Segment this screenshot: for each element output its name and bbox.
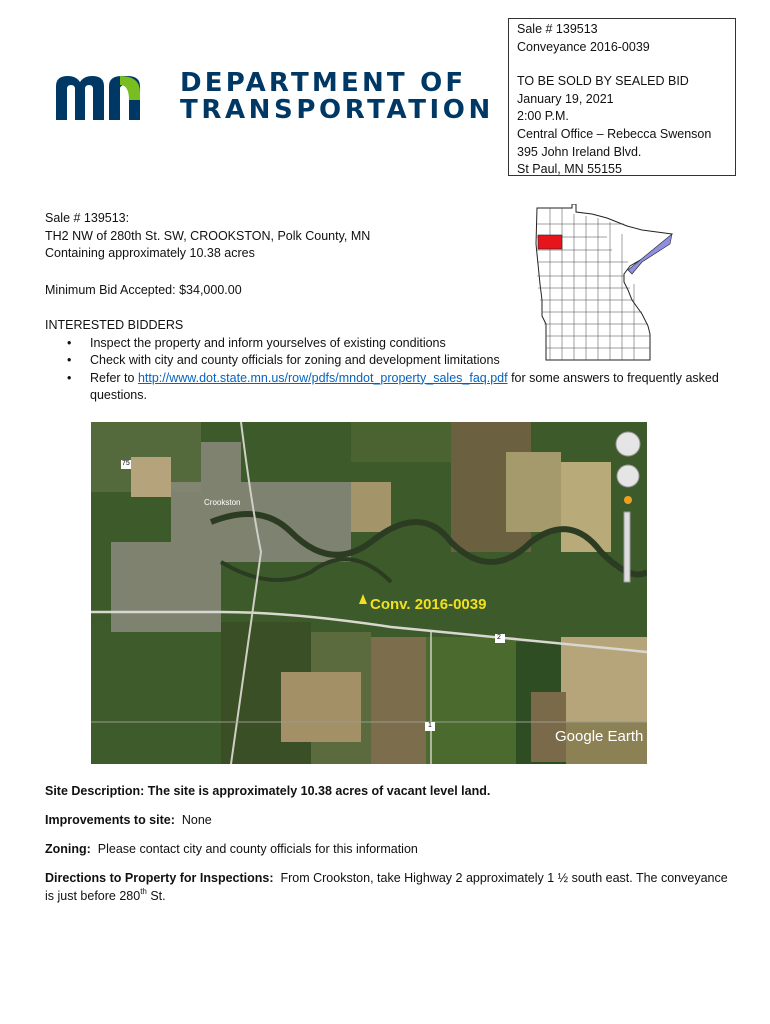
sale-details	[45, 210, 370, 263]
bullet-text: Check with city and county officials for zoning and development limitations	[90, 353, 500, 367]
office-city: St Paul, MN 55155	[517, 162, 622, 177]
zoning	[45, 840, 418, 858]
directions-tail: St.	[146, 889, 166, 903]
office-contact: Central Office – Rebecca Swenson	[517, 126, 712, 141]
conveyance-label: Conv. 2016-0039	[370, 596, 487, 613]
faq-link[interactable]: http://www.dot.state.mn.us/row/pdfs/mndot_property_sales_faq.pdf	[137, 370, 508, 385]
zoning-value: Please contact city and county officials for this information	[97, 842, 418, 856]
directions	[45, 869, 735, 905]
directions-text: From Crookston, take Highway 2 approximately 1 ½ south east. The conveyance is just before 280	[45, 871, 728, 903]
sale-location: TH2 NW of 280th St. SW, CROOKSTON, Polk County, MN	[45, 228, 371, 243]
minnesota-county-map	[532, 204, 674, 364]
zoning-label: Zoning:	[45, 842, 91, 856]
bidders-heading: INTERESTED BIDDERS	[45, 318, 184, 332]
route-1-label: 1	[428, 722, 432, 729]
directions-sup: th	[140, 887, 147, 896]
aerial-map-image	[91, 422, 647, 764]
google-earth-watermark: Google Earth	[555, 728, 644, 745]
minimum-bid: Minimum Bid Accepted: $34,000.00	[45, 283, 242, 297]
bullet-text-pre: Refer to	[90, 370, 138, 385]
bullet-icon: •	[67, 353, 72, 367]
bid-method: TO BE SOLD BY SEALED BID	[517, 74, 689, 89]
office-street: 395 John Ireland Blvd.	[517, 144, 642, 159]
mndot-logo-icon	[54, 72, 164, 122]
bid-time: 2:00 P.M.	[517, 109, 569, 124]
logo-line2: TRANSPORTATION	[180, 95, 494, 125]
bid-date: January 19, 2021	[517, 91, 614, 106]
town-label: Crookston	[204, 498, 241, 507]
conveyance-number: Conveyance 2016-0039	[517, 39, 650, 54]
site-description: Site Description: The site is approximately 10.38 acres of vacant level land.	[45, 784, 491, 798]
directions-label: Directions to Property for Inspections:	[45, 871, 274, 885]
bullet-text: Inspect the property and inform yourselves of existing conditions	[90, 335, 446, 350]
sale-info-box	[508, 18, 736, 176]
improvements-value: None	[181, 813, 212, 827]
bullet-icon: •	[67, 370, 72, 385]
improvements-label: Improvements to site:	[45, 813, 175, 827]
logo-wordmark	[180, 70, 494, 124]
list-item	[45, 370, 735, 405]
sale-number: Sale # 139513	[517, 22, 598, 36]
improvements	[45, 811, 212, 829]
logo-line1: DEPARTMENT OF	[180, 68, 467, 98]
sale-acreage: Containing approximately 10.38 acres	[45, 246, 255, 260]
route-75-label: 75	[122, 460, 130, 467]
bullet-text-post: for some answers to frequently asked questions.	[90, 370, 719, 402]
route-2-label: 2	[497, 634, 501, 641]
bullet-icon: •	[67, 335, 72, 350]
sale-title: Sale # 139513:	[45, 211, 130, 225]
